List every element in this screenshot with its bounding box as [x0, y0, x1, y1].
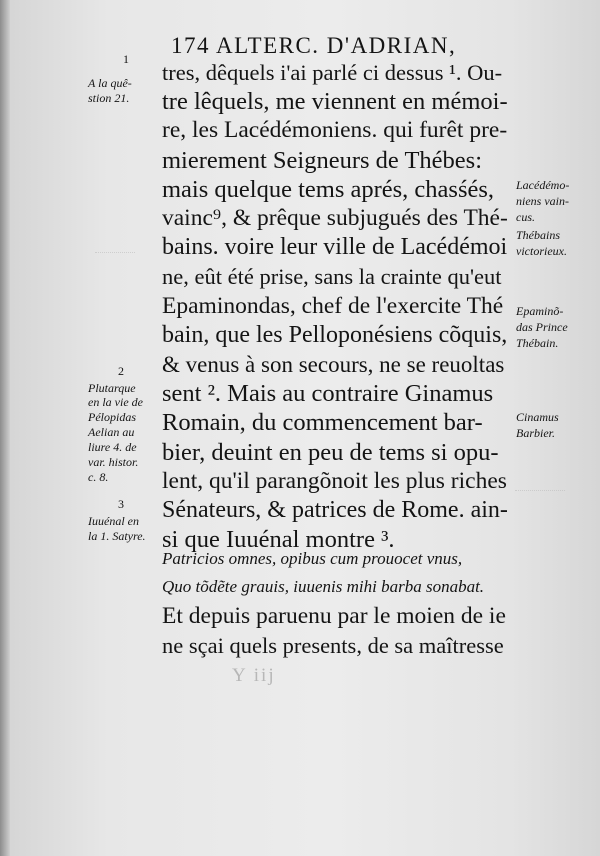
- text-line: re, les Lacédémoniens. qui furêt pre-: [162, 117, 508, 144]
- running-head: 174 ALTERC. D'ADRIAN,: [171, 33, 457, 58]
- text-line: Epaminondas, chef de l'exercite Thé: [162, 292, 504, 319]
- text-line: bain, que les Pelloponésiens cõquis,: [162, 321, 508, 348]
- right-note: Thébain.: [516, 336, 559, 350]
- left-note: A la quê-: [88, 76, 132, 90]
- text-line: & venus à son secours, ne se reuoltas: [162, 352, 505, 377]
- left-note: Pélopidas: [88, 410, 136, 424]
- right-note: cus.: [516, 210, 535, 224]
- text-line: tres, dêquels i'ai parlé ci dessus ¹. Ou-: [162, 60, 503, 85]
- left-note-number: 3: [118, 497, 124, 511]
- right-note: Thébains: [516, 228, 561, 242]
- text-line: Sénateurs, & patrices de Rome. ain-: [162, 497, 508, 523]
- right-note: Barbier.: [516, 426, 555, 440]
- quote-line: Quo tõdẽte grauis, iuuenis mihi barba sonabat.: [162, 577, 485, 596]
- text-line: sent ². Mais au contraire Ginamus: [162, 380, 494, 408]
- left-note: Plutarque: [88, 381, 136, 395]
- quote-line: Patricios omnes, opibus cum prouocet vnus,: [162, 549, 463, 568]
- page-gutter-shadow: [0, 0, 10, 856]
- text-line: bier, deuint en peu de tems si opu-: [162, 438, 499, 466]
- text-line: mierement Seigneurs de Thébes:: [162, 146, 482, 174]
- right-note: das Prince: [516, 320, 568, 334]
- left-note: var. histor.: [88, 455, 139, 469]
- left-note: en la vie de: [88, 395, 143, 409]
- bleed-through: [515, 470, 565, 491]
- right-note: victorieux.: [516, 244, 567, 258]
- closing-line: ne sçai quels presents, de sa maîtresse: [162, 633, 504, 658]
- right-note: Lacédémo-: [516, 178, 570, 192]
- text-line: tre lêquels, me viennent en mémoi-: [162, 88, 508, 116]
- right-note: Epaminõ-: [516, 304, 564, 318]
- left-note-number: 2: [118, 364, 124, 378]
- left-note-number: 1: [123, 52, 129, 66]
- right-note: niens vain-: [516, 194, 569, 208]
- text-line: mais quelque tems aprés, chasśés,: [162, 175, 495, 203]
- left-note: c. 8.: [88, 470, 109, 484]
- text-line: si que Iuuénal montre ³.: [162, 526, 395, 554]
- text-line: bains. voire leur ville de Lacédémoi: [162, 234, 508, 261]
- closing-line: Et depuis paruenu par le moien de ie: [162, 603, 506, 629]
- text-line: ne, eût été prise, sans la crainte qu'eut: [162, 264, 502, 290]
- signature-mark: Y iij: [232, 665, 276, 686]
- text-line: Romain, du commencement bar-: [162, 409, 483, 437]
- text-line: lent, qu'il parangõnoit les plus riches: [162, 467, 507, 494]
- left-note: stion 21.: [88, 91, 130, 105]
- left-note: Iuuénal en: [88, 514, 139, 528]
- left-note: Aelian au: [88, 425, 135, 439]
- left-note: la 1. Satyre.: [88, 529, 146, 543]
- right-note: Cinamus: [516, 410, 559, 424]
- left-note: liure 4. de: [88, 440, 137, 454]
- text-line: vainc⁹, & prêque subjugués des Thé-: [162, 205, 508, 231]
- bleed-through: [95, 238, 135, 253]
